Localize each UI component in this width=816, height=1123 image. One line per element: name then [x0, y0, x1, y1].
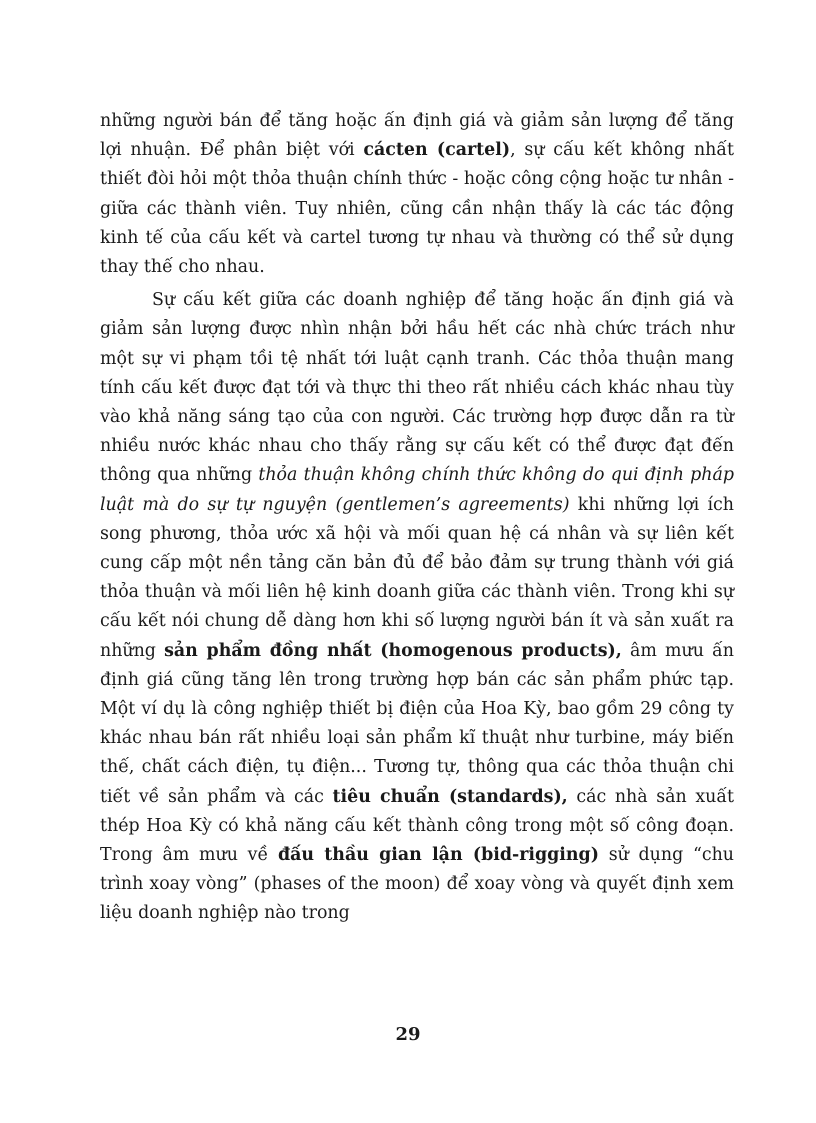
- bold-term-bid-rigging: đấu thầu gian lận (bid-rigging): [277, 845, 599, 866]
- text-run: sử dụng “chu trình xoay vòng” (phases of the moon) để xoay vòng và quyết định xem liệu doanh nghiệp nào trong: [100, 845, 734, 924]
- bold-term-standards: tiêu chuẩn (standards),: [332, 786, 568, 807]
- bold-term-cartel: cácten (cartel): [363, 140, 511, 161]
- page-number: 29: [395, 1024, 421, 1045]
- page-body: [100, 107, 734, 933]
- paragraph-1: [100, 107, 734, 282]
- paragraph-2: [100, 286, 734, 928]
- italic-term-gentlemens-agreements: thỏa thuận không chính thức không do qui định pháp luật mà do sự tự nguyện (gentlemen’s agreements): [100, 465, 734, 515]
- text-run: những người bán để tăng hoặc ấn định giá và giảm sản lượng để tăng lợi nhuận. Để phân biệt với: [100, 111, 734, 161]
- text-run: các nhà sản xuất thép Hoa Kỳ có khả năng cấu kết thành công trong một số công đoạn. Trong âm mưu về: [100, 786, 734, 866]
- text-run: , sự cấu kết không nhất thiết đòi hỏi một thỏa thuận chính thức - hoặc công cộng hoặc tư nhân - giữa các thành viên. Tuy nhiên, cũng cần nhận thấy là các tác động kinh tế của cấu kết và cartel tương tự nhau và thường có thể sử dụng thay thế cho nhau.: [100, 140, 735, 278]
- text-run: âm mưu ấn định giá cũng tăng lên trong trường hợp bán các sản phẩm phức tạp. Một ví dụ là công nghiệp thiết bị điện của Hoa Kỳ, bao gồm 29 công ty khác nhau bán rất nhiều loại sản phẩm kĩ thuật như turbine, máy biến thế, chất cách điện, tụ điện... Tương tự, thông qua các thỏa thuận chi tiết về sản phẩm và các: [100, 640, 734, 807]
- bold-term-homogenous-products: sản phẩm đồng nhất (homogenous products),: [164, 640, 622, 661]
- text-run: khi những lợi ích song phương, thỏa ước xã hội và mối quan hệ cá nhân và sự liên kết cung cấp một nền tảng căn bản đủ để bảo đảm sự trung thành với giá thỏa thuận và mối liên hệ kinh doanh giữa các thành viên. Trong khi sự cấu kết nói chung dễ dàng hơn khi số lượng người bán ít và sản xuất ra những: [100, 494, 734, 661]
- text-run: Sự cấu kết giữa các doanh nghiệp để tăng hoặc ấn định giá và giảm sản lượng được nhìn nhận bởi hầu hết các nhà chức trách như một sự vi phạm tồi tệ nhất tới luật cạnh tranh. Các thỏa thuận mang tính cấu kết được đạt tới và thực thi theo rất nhiều cách khác nhau tùy vào khả năng sáng tạo của con người. Các trường hợp được dẫn ra từ nhiều nước khác nhau cho thấy rằng sự cấu kết có thể được đạt đến thông qua những: [100, 290, 734, 486]
